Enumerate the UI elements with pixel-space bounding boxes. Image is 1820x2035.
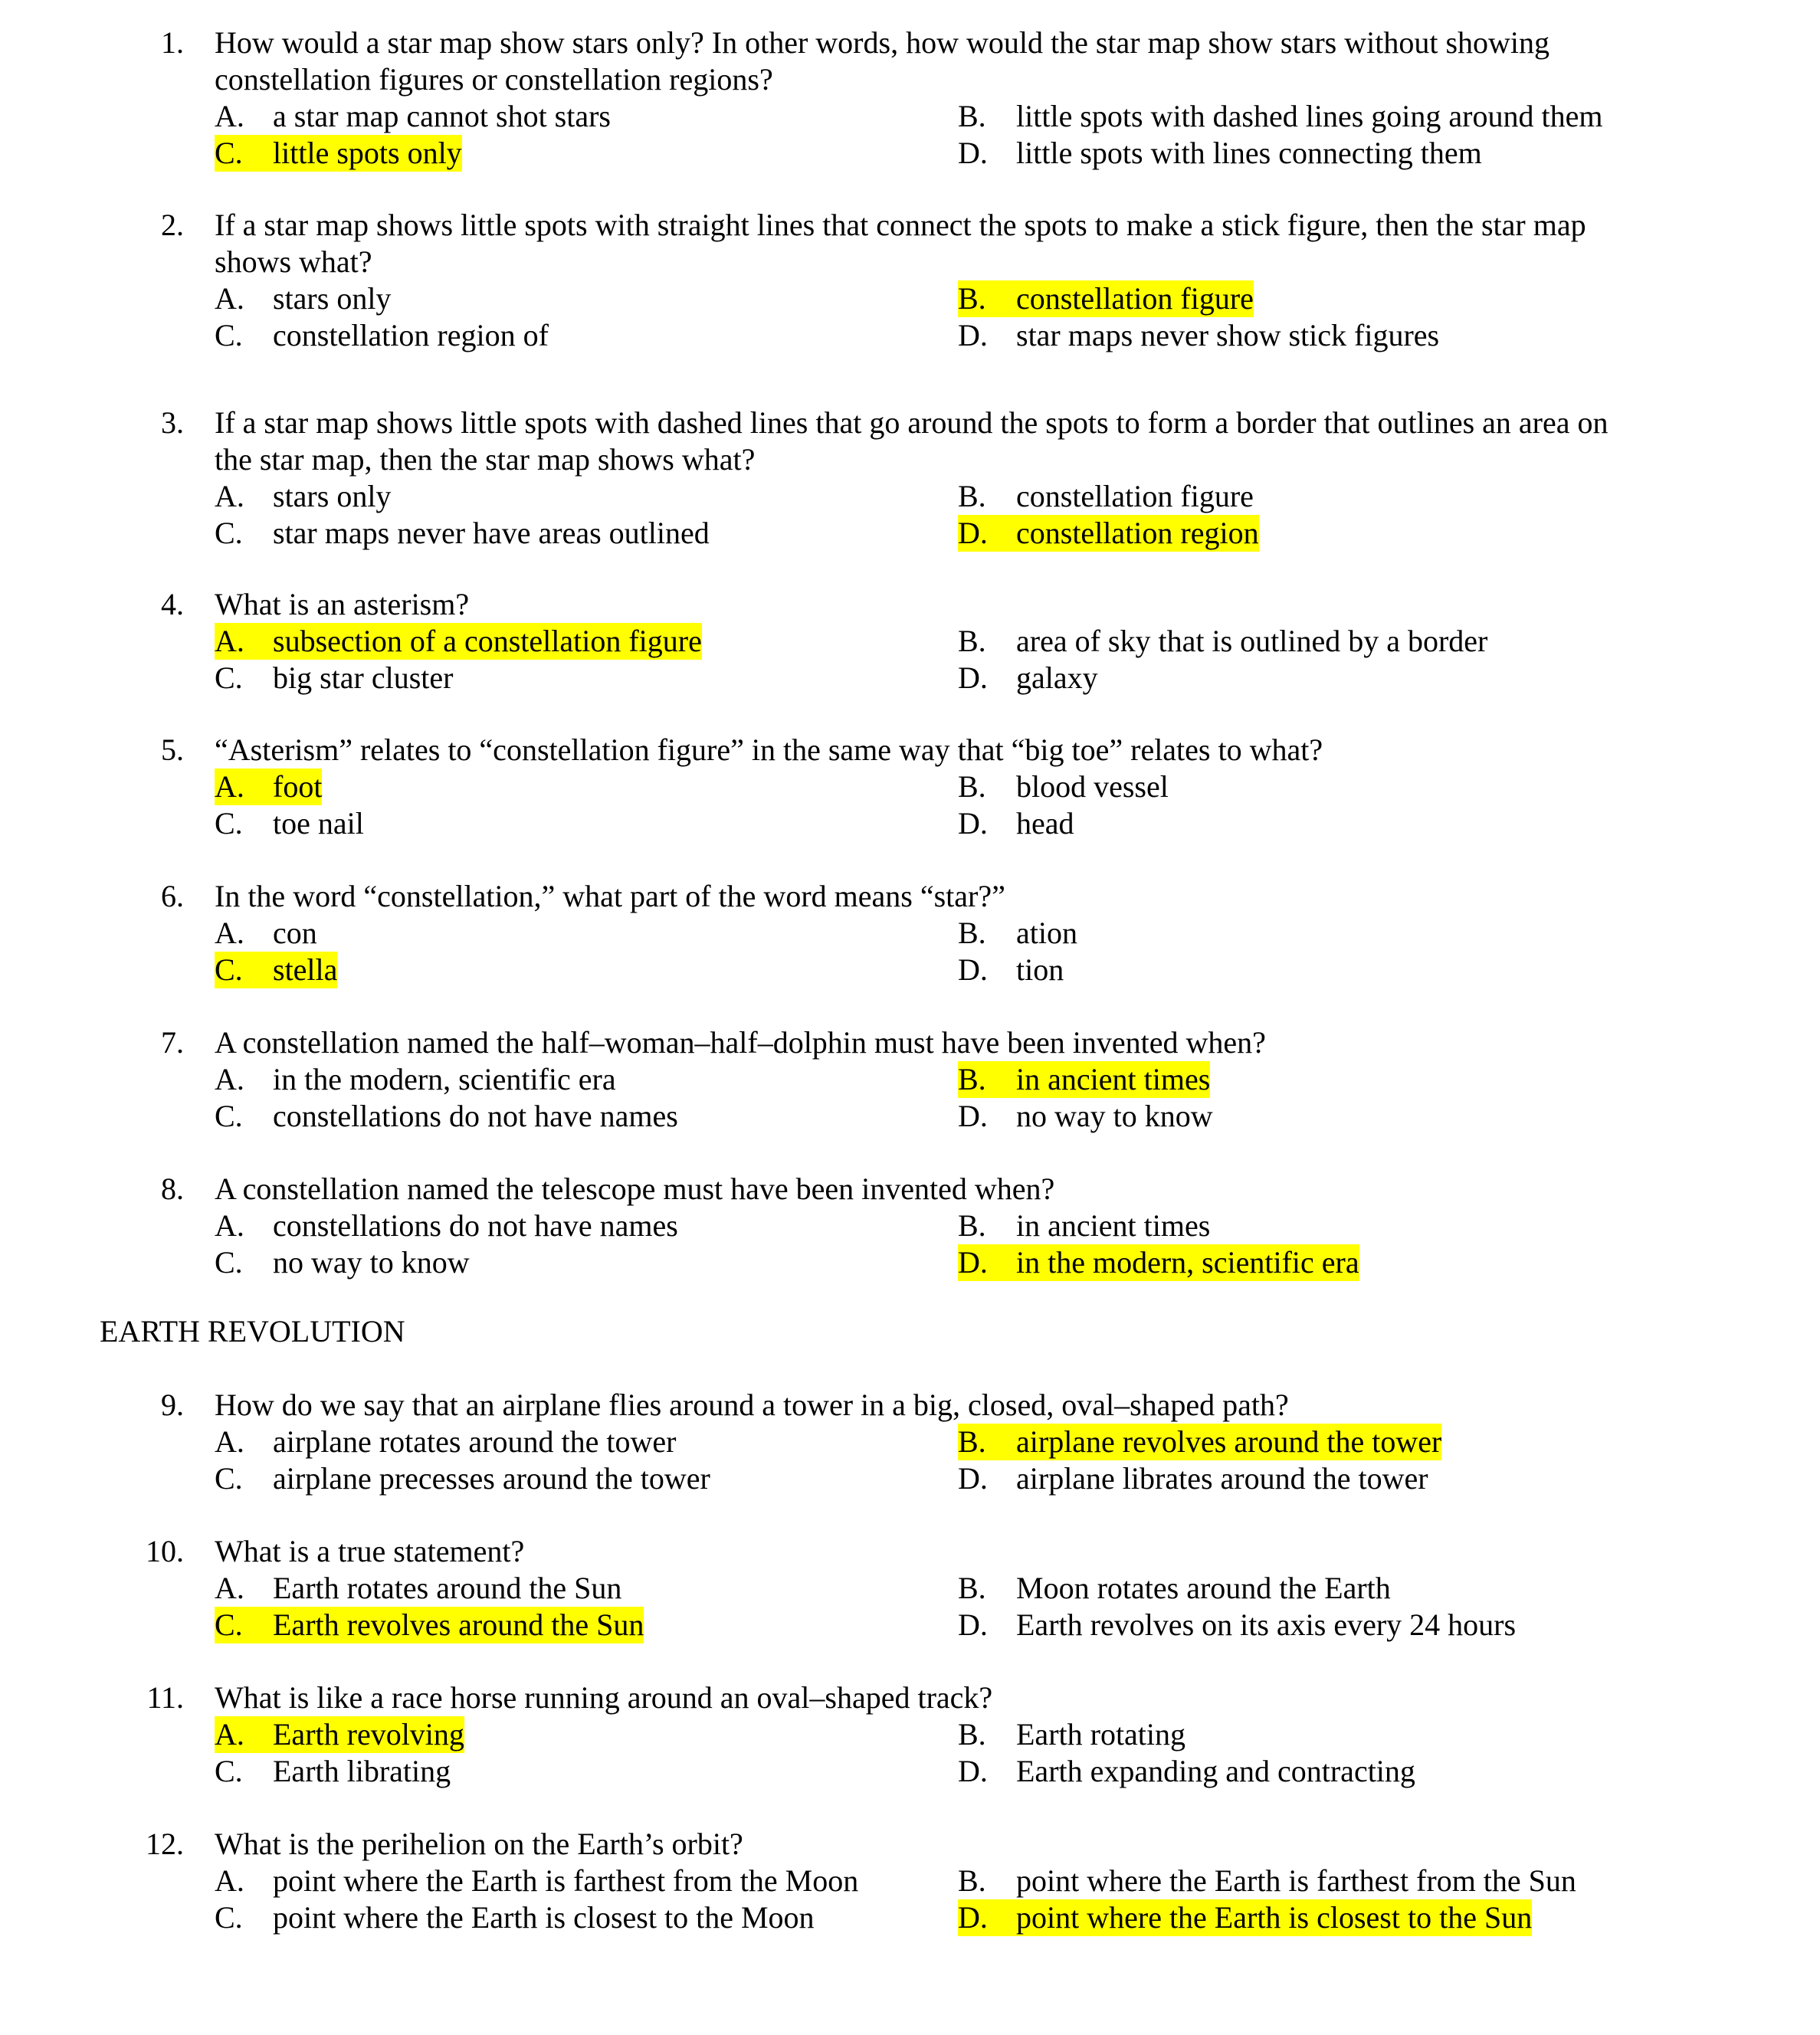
question-text: What is the perihelion on the Earth’s orbit? bbox=[215, 1827, 743, 1861]
option-text: point where the Earth is closest to the Moon bbox=[273, 1900, 815, 1935]
option-text: area of sky that is outlined by a border bbox=[1016, 624, 1488, 658]
option-text: Earth expanding and contracting bbox=[1016, 1754, 1415, 1788]
answer-option-a bbox=[215, 623, 702, 660]
option-letter: D. bbox=[958, 1754, 988, 1788]
option-letter: D. bbox=[958, 1245, 988, 1280]
option-text: star maps never show stick figures bbox=[1016, 318, 1440, 352]
option-letter: D. bbox=[958, 136, 988, 170]
option-letter: B. bbox=[958, 1062, 986, 1096]
question-number: 2. bbox=[161, 208, 184, 242]
option-text: Earth revolves on its axis every 24 hours bbox=[1016, 1607, 1517, 1642]
option-letter: A. bbox=[215, 479, 244, 513]
option-text: subsection of a constellation figure bbox=[273, 624, 702, 658]
answer-option-c bbox=[215, 805, 364, 842]
option-text: stars only bbox=[273, 479, 392, 513]
option-text: airplane rotates around the tower bbox=[273, 1424, 677, 1459]
answer-option-b bbox=[958, 1863, 1576, 1899]
option-text: Earth librating bbox=[273, 1754, 451, 1788]
option-text: point where the Earth is farthest from the Moon bbox=[273, 1863, 859, 1898]
question-text: “Asterism” relates to “constellation figure” in the same way that “big toe” relates to what? bbox=[215, 732, 1323, 767]
option-letter: A. bbox=[215, 916, 244, 950]
option-letter: A. bbox=[215, 281, 244, 316]
option-letter: C. bbox=[215, 1099, 243, 1133]
answer-option-c bbox=[215, 317, 549, 354]
option-letter: D. bbox=[958, 516, 988, 550]
option-text: in ancient times bbox=[1016, 1208, 1211, 1243]
question-text: How would a star map show stars only? In other words, how would the star map show stars without showing bbox=[215, 25, 1550, 60]
option-text: constellations do not have names bbox=[273, 1099, 678, 1133]
answer-option-a bbox=[215, 768, 322, 805]
answer-option-b bbox=[958, 768, 1169, 805]
answer-option-a bbox=[215, 1424, 676, 1460]
question-text: A constellation named the half–woman–half–dolphin must have been invented when? bbox=[215, 1025, 1266, 1060]
answer-option-b bbox=[958, 915, 1077, 952]
question-number: 5. bbox=[161, 732, 184, 767]
option-text: constellation figure bbox=[1016, 281, 1254, 316]
answer-option-d bbox=[958, 515, 1259, 552]
option-letter: D. bbox=[958, 806, 988, 841]
answer-option-b bbox=[958, 1570, 1391, 1607]
option-letter: D. bbox=[958, 1900, 988, 1935]
answer-option-a bbox=[215, 915, 317, 952]
answer-option-d bbox=[958, 660, 1098, 696]
answer-option-c bbox=[215, 1244, 470, 1281]
option-letter: B. bbox=[958, 479, 986, 513]
question-text: What is a true statement? bbox=[215, 1534, 525, 1568]
option-letter: C. bbox=[215, 1607, 243, 1642]
option-letter: C. bbox=[215, 516, 243, 550]
option-text: no way to know bbox=[273, 1245, 470, 1280]
option-text: Earth rotates around the Sun bbox=[273, 1571, 622, 1605]
option-letter: D. bbox=[958, 660, 988, 695]
answer-option-a bbox=[215, 1208, 678, 1244]
option-letter: A. bbox=[215, 769, 244, 804]
answer-option-d bbox=[958, 1460, 1428, 1497]
answer-option-c bbox=[215, 1753, 451, 1790]
option-letter: C. bbox=[215, 1754, 243, 1788]
question-number: 10. bbox=[146, 1534, 184, 1568]
answer-option-d bbox=[958, 1899, 1532, 1936]
option-letter: C. bbox=[215, 1900, 243, 1935]
option-letter: B. bbox=[958, 1208, 986, 1243]
option-text: constellation figure bbox=[1016, 479, 1254, 513]
option-text: Earth revolving bbox=[273, 1717, 464, 1752]
answer-option-a bbox=[215, 478, 391, 515]
answer-option-a bbox=[215, 1863, 858, 1899]
answer-option-d bbox=[958, 1244, 1359, 1281]
answer-option-b bbox=[958, 98, 1602, 135]
option-letter: B. bbox=[958, 1424, 986, 1459]
answer-option-a bbox=[215, 280, 391, 317]
option-letter: B. bbox=[958, 624, 986, 658]
option-letter: A. bbox=[215, 624, 244, 658]
question-text: If a star map shows little spots with straight lines that connect the spots to make a stick figure, then the star map bbox=[215, 208, 1586, 242]
answer-option-b bbox=[958, 1061, 1210, 1098]
option-text: airplane precesses around the tower bbox=[273, 1461, 710, 1496]
question-number: 9. bbox=[161, 1388, 184, 1422]
answer-option-c bbox=[215, 1607, 644, 1643]
answer-option-d bbox=[958, 317, 1439, 354]
answer-option-c bbox=[215, 952, 337, 988]
option-text: head bbox=[1016, 806, 1074, 841]
answer-option-a bbox=[215, 1061, 616, 1098]
option-letter: D. bbox=[958, 1607, 988, 1642]
answer-option-b bbox=[958, 280, 1254, 317]
option-letter: A. bbox=[215, 1062, 244, 1096]
option-text: Earth revolves around the Sun bbox=[273, 1607, 644, 1642]
question-text: What is like a race horse running around an oval–shaped track? bbox=[215, 1680, 993, 1715]
option-text: blood vessel bbox=[1016, 769, 1169, 804]
option-letter: B. bbox=[958, 99, 986, 133]
answer-option-c bbox=[215, 660, 454, 696]
option-letter: C. bbox=[215, 660, 243, 695]
question-number: 1. bbox=[161, 25, 184, 60]
option-letter: A. bbox=[215, 1424, 244, 1459]
answer-option-b bbox=[958, 1424, 1441, 1460]
option-text: little spots with lines connecting them bbox=[1016, 136, 1482, 170]
answer-option-d bbox=[958, 1753, 1415, 1790]
option-text: foot bbox=[273, 769, 323, 804]
option-letter: A. bbox=[215, 1717, 244, 1752]
option-text: constellation region of bbox=[273, 318, 549, 352]
answer-option-b bbox=[958, 1208, 1210, 1244]
question-text: If a star map shows little spots with dashed lines that go around the spots to form a border that outlines an area on bbox=[215, 405, 1608, 440]
question-text: What is an asterism? bbox=[215, 587, 470, 621]
option-text: airplane librates around the tower bbox=[1016, 1461, 1428, 1496]
option-text: point where the Earth is closest to the Sun bbox=[1016, 1900, 1533, 1935]
option-text: toe nail bbox=[273, 806, 364, 841]
option-text: Moon rotates around the Earth bbox=[1016, 1571, 1391, 1605]
option-text: no way to know bbox=[1016, 1099, 1213, 1133]
answer-option-c bbox=[215, 1098, 678, 1135]
question-number: 12. bbox=[146, 1827, 184, 1861]
option-letter: B. bbox=[958, 281, 986, 316]
option-letter: A. bbox=[215, 99, 244, 133]
option-letter: C. bbox=[215, 136, 243, 170]
option-text: little spots with dashed lines going around them bbox=[1016, 99, 1603, 133]
question-text: How do we say that an airplane flies around a tower in a big, closed, oval–shaped path? bbox=[215, 1388, 1289, 1422]
option-text: in the modern, scientific era bbox=[273, 1062, 616, 1096]
section-heading: EARTH REVOLUTION bbox=[100, 1314, 405, 1348]
option-text: airplane revolves around the tower bbox=[1016, 1424, 1442, 1459]
question-number: 8. bbox=[161, 1172, 184, 1206]
option-text: big star cluster bbox=[273, 660, 454, 695]
option-text: Earth rotating bbox=[1016, 1717, 1186, 1752]
question-number: 11. bbox=[146, 1680, 184, 1715]
option-letter: D. bbox=[958, 318, 988, 352]
question-text: constellation figures or constellation regions? bbox=[215, 62, 773, 97]
option-letter: C. bbox=[215, 952, 243, 987]
question-text: In the word “constellation,” what part of the word means “star?” bbox=[215, 879, 1005, 913]
option-text: a star map cannot shot stars bbox=[273, 99, 611, 133]
option-letter: B. bbox=[958, 1717, 986, 1752]
answer-option-a bbox=[215, 1570, 621, 1607]
question-text: A constellation named the telescope must have been invented when? bbox=[215, 1172, 1055, 1206]
answer-option-c bbox=[215, 515, 710, 552]
option-letter: C. bbox=[215, 806, 243, 841]
option-text: constellations do not have names bbox=[273, 1208, 678, 1243]
question-text: the star map, then the star map shows what? bbox=[215, 442, 756, 477]
answer-option-d bbox=[958, 135, 1482, 172]
option-text: constellation region bbox=[1016, 516, 1259, 550]
answer-option-c bbox=[215, 1460, 710, 1497]
question-text: shows what? bbox=[215, 244, 372, 279]
answer-option-d bbox=[958, 952, 1064, 988]
option-letter: C. bbox=[215, 318, 243, 352]
option-letter: D. bbox=[958, 1099, 988, 1133]
answer-option-b bbox=[958, 478, 1254, 515]
answer-option-d bbox=[958, 1098, 1213, 1135]
option-letter: B. bbox=[958, 769, 986, 804]
option-text: galaxy bbox=[1016, 660, 1098, 695]
answer-option-a bbox=[215, 98, 611, 135]
answer-option-b bbox=[958, 623, 1487, 660]
answer-option-c bbox=[215, 1899, 815, 1936]
option-text: con bbox=[273, 916, 317, 950]
question-number: 6. bbox=[161, 879, 184, 913]
option-letter: B. bbox=[958, 1863, 986, 1898]
option-text: in ancient times bbox=[1016, 1062, 1211, 1096]
option-text: ation bbox=[1016, 916, 1077, 950]
answer-option-d bbox=[958, 805, 1074, 842]
answer-option-b bbox=[958, 1716, 1185, 1753]
option-text: point where the Earth is farthest from the Sun bbox=[1016, 1863, 1576, 1898]
option-letter: C. bbox=[215, 1245, 243, 1280]
option-letter: A. bbox=[215, 1208, 244, 1243]
option-letter: C. bbox=[215, 1461, 243, 1496]
option-letter: A. bbox=[215, 1863, 244, 1898]
option-text: little spots only bbox=[273, 136, 462, 170]
option-letter: B. bbox=[958, 916, 986, 950]
option-text: star maps never have areas outlined bbox=[273, 516, 710, 550]
option-letter: B. bbox=[958, 1571, 986, 1605]
option-text: stella bbox=[273, 952, 338, 987]
question-number: 3. bbox=[161, 405, 184, 440]
option-text: in the modern, scientific era bbox=[1016, 1245, 1359, 1280]
answer-option-d bbox=[958, 1607, 1516, 1643]
option-letter: D. bbox=[958, 1461, 988, 1496]
option-text: stars only bbox=[273, 281, 392, 316]
option-text: tion bbox=[1016, 952, 1064, 987]
question-number: 4. bbox=[161, 587, 184, 621]
option-letter: A. bbox=[215, 1571, 244, 1605]
question-number: 7. bbox=[161, 1025, 184, 1060]
option-letter: D. bbox=[958, 952, 988, 987]
answer-option-a bbox=[215, 1716, 464, 1753]
answer-option-c bbox=[215, 135, 462, 172]
